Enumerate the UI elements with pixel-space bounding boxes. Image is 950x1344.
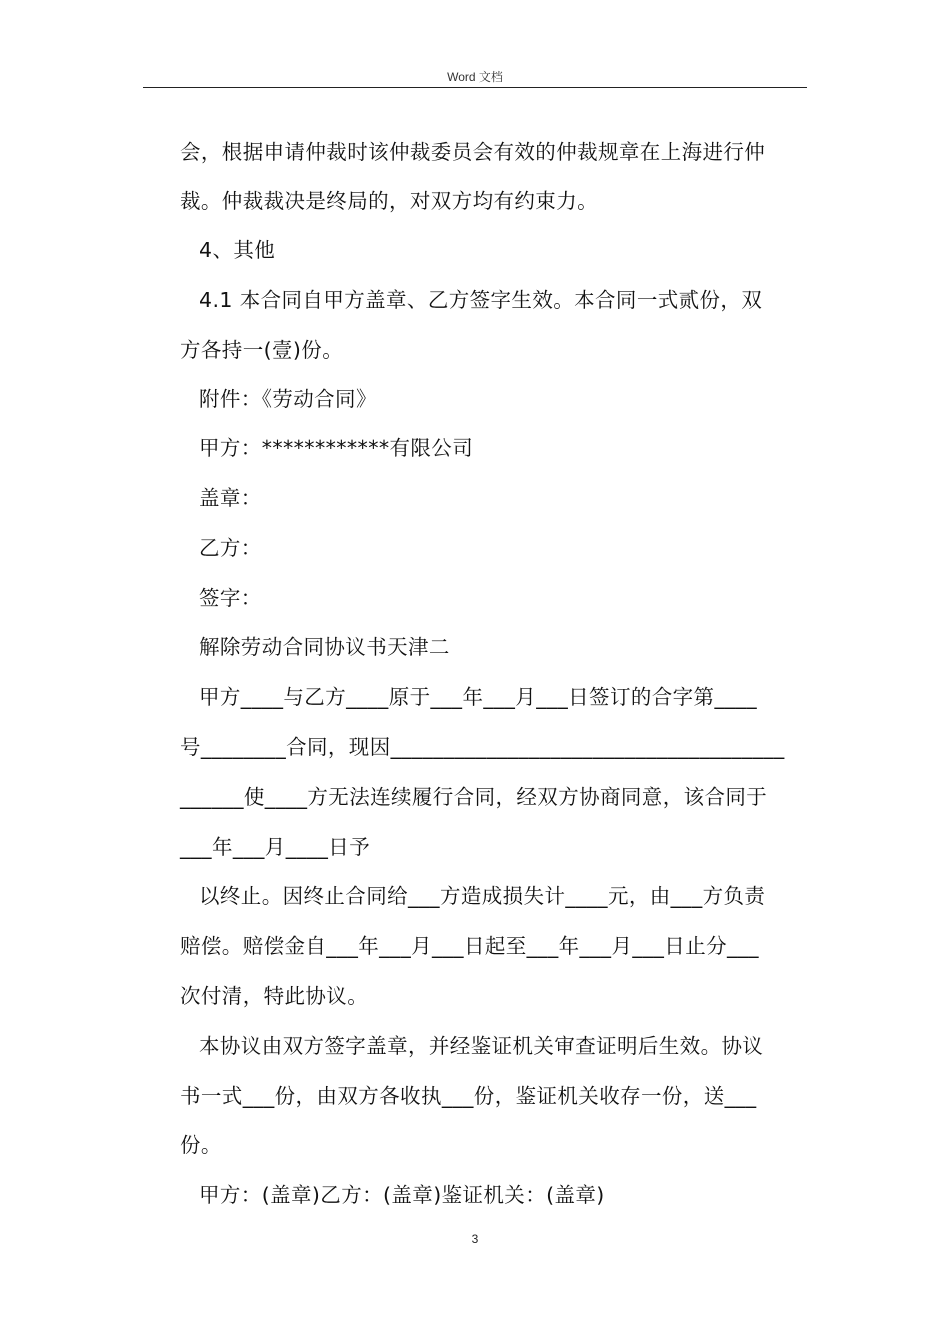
body-line: 会，根据申请仲裁时该仲裁委员会有效的仲裁规章在上海进行仲 xyxy=(180,140,766,164)
body-line: 4.1 本合同自甲方盖章、乙方签字生效。本合同一式贰份，双 xyxy=(199,288,763,312)
body-line: 甲方____与乙方____原于___年___月___日签订的合字第____ xyxy=(199,685,758,709)
body-line: 次付清，特此协议。 xyxy=(180,984,369,1008)
body-line: 盖章： xyxy=(199,486,262,510)
header-title: Word 文档 xyxy=(447,70,503,84)
body-line: 甲方：************有限公司 xyxy=(199,436,474,460)
body-line: 乙方： xyxy=(199,536,262,560)
body-line: ___年___月____日予 xyxy=(180,835,371,859)
body-line: 4、其他 xyxy=(199,238,276,262)
body-line: 签字： xyxy=(199,586,262,610)
page-number: 3 xyxy=(471,1232,479,1246)
header-divider xyxy=(143,87,807,88)
body-line: 赔偿。赔偿金自___年___月___日起至___年___月___日止分___ xyxy=(180,934,759,958)
body-line: 方各持一(壹)份。 xyxy=(180,338,344,362)
body-line: 号________合同，现因_____________________________________ xyxy=(180,735,785,759)
body-line: 以终止。因终止合同给___方造成损失计____元，由___方负责 xyxy=(199,884,766,908)
body-line: 解除劳动合同协议书天津二 xyxy=(199,635,450,659)
body-line: 附件：《劳动合同》 xyxy=(199,387,377,411)
body-line: 甲方：(盖章)乙方：(盖章)鉴证机关：(盖章) xyxy=(199,1183,605,1207)
body-line: ______使____方无法连续履行合同，经双方协商同意，该合同于 xyxy=(180,785,768,809)
body-line: 裁。仲裁裁决是终局的，对双方均有约束力。 xyxy=(180,189,598,213)
body-line: 本协议由双方签字盖章，并经鉴证机关审查证明后生效。协议 xyxy=(199,1034,764,1058)
body-line: 书一式___份，由双方各收执___份，鉴证机关收存一份，送___ xyxy=(180,1084,757,1108)
body-line: 份。 xyxy=(180,1133,222,1157)
